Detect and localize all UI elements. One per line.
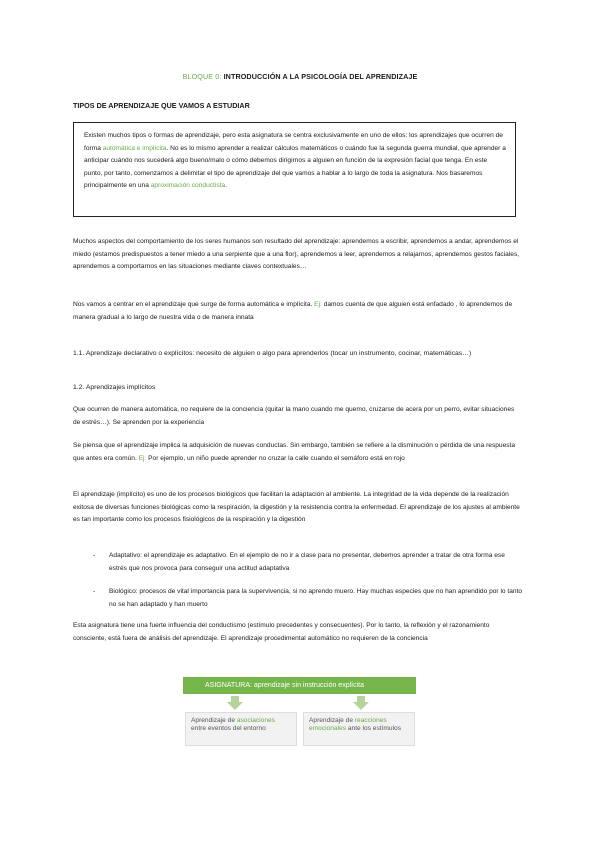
paragraph-implicit-text: Que ocurren de manera automática, no requiere de la conciencia (quitar la mano cuando me quemo, cruzarse de acera por un perro, evitar situaciones de estrés…). Se aprenden por la experiencia (73, 406, 515, 426)
card-right-text-2: ante los estímulos (346, 725, 402, 732)
card-left-text-1: Aprendizaje de (191, 717, 237, 724)
paragraph-acquisition (73, 440, 523, 465)
paragraph-focus (73, 299, 523, 324)
intro-text-2: . No es lo mismo aprender a realizar cálculos matemáticos o cuándo fue la segunda guerra mundial, que aprender a anticipar cuándo nos sucederá algo bueno/malo o cómo debemos dirigirnos a alguien en función de la expresión facial que tenga. En este punto, por tanto, comenzamos a delimitar el tipo de aprendizaje del que vamos a hablar a lo largo de toda la asignatura. Nos basaremos principalmente en una (84, 144, 506, 190)
paragraph-acquisition-text (73, 440, 523, 465)
bullet-adaptive-text: Adaptativo: el aprendizaje es adaptativo. En el ejemplo de no ir a clase para no presentar, debemos aprender a tratar de otra forma ese estrés que nos provoca para conseguir una actitud adaptativa (109, 552, 505, 572)
card-right-text-1: Aprendizaje de (309, 717, 355, 724)
intro-paragraph (84, 130, 507, 193)
paragraph-conductism (73, 620, 523, 645)
acquisition-text-2: Por ejemplo, un niño puede aprender no cruzar la calle cuando el semáforo está en rojo (146, 454, 405, 462)
bullet-biological (93, 586, 523, 611)
intro-text-1: Existen muchos tipos o formas de aprendizaje, pero esta asignatura se centra exclusivamente en uno de ellos: los aprendizajes que ocurren de forma (84, 132, 503, 152)
card-right-accent: reacciones emocionales (309, 717, 387, 732)
heading-1-2 (73, 382, 523, 395)
acquisition-example-label: Ej: (138, 454, 147, 462)
learning-diagram (183, 677, 416, 767)
paragraph-focus-text (73, 299, 523, 324)
diagram-card-associations (185, 712, 297, 746)
intro-accent-1: automática e implícita (102, 144, 167, 152)
focus-example-label: Ej: (314, 301, 322, 308)
intro-box (73, 122, 516, 217)
acquisition-text-1: Se piensa que el aprendizaje implica la adquisición de nuevas conductas. Sin embargo, también se refiere a la disminución o pérdida de una respuesta que antes era común. (73, 442, 516, 462)
paragraph-biological (73, 489, 523, 527)
card-left-accent: asociaciones (236, 717, 275, 724)
diagram-card-emotions (303, 712, 415, 746)
focus-text-1: Nos vamos a centrar en el aprendizaje que surge de forma automática e implícita. (73, 301, 315, 308)
paragraph-aspects-text: Muchos aspectos del comportamiento de los seres humanos son resultado del aprendizaje: aprendemos a escribir, aprendemos a andar, aprendemos el miedo (estamos predispuestos a tener miedo a una serpiente que a una flor), aprendemos a leer, aprendemos a relajarnos, aprendemos gestos faciales, aprendemos a comportarnos en las situaciones mediante claves contextuales… (73, 238, 520, 271)
paragraph-conductism-text: Esta asignatura tiene una fuerte influencia del conductismo (estímulo precedentes y consecuentes). Por lo tanto, la reflexión y el razonamiento consciente, está fuera de análisis del aprendizaje. El aprendizaje procedimental automático no requieren de la conciencia (73, 622, 490, 642)
card-left-text-2: entre eventos del entorno (191, 725, 266, 732)
bullet-adaptive (93, 550, 523, 575)
paragraph-implicit (73, 404, 523, 429)
heading-1-2-text: 1.2. Aprendizajes implícitos (73, 384, 156, 391)
page-title (0, 72, 600, 81)
paragraph-aspects (73, 236, 523, 274)
paragraph-biological-text: El aprendizaje (implícito) es uno de los procesos biológicos que facilitan la adaptación al ambiente. La integridad de la vida depende de la realización exitosa de diversas funciones biológicas como la respiración, la digestión y la resistencia contra la enfermedad. El aprendizaje de los ajustes al ambiente es tan importante como los procesos fisiológicos de la respiración y la digestión (73, 491, 520, 524)
heading-1-1-text: 1.1. Aprendizaje declarativo o explícitos: necesito de alguien o algo para aprenderlos (tocar un instrumento, cocinar, matemáticas…) (73, 350, 472, 357)
title-text: INTRODUCCIÓN A LA PSICOLOGÍA DEL APRENDIZAJE (223, 72, 418, 81)
intro-text-3: . (225, 182, 227, 190)
heading-1-1 (73, 348, 523, 361)
title-prefix: BLOQUE 0 (182, 72, 220, 81)
bullet-dash: - (93, 552, 96, 559)
bullet-dash: - (93, 588, 96, 595)
bullet-biological-text: Biológico: procesos de vital importancia para la supervivencia, si no aprendo muero. Hay muchas especies que no han aprendido por lo tanto no se han adaptado y han muerto (109, 588, 523, 608)
focus-text-2: damos cuenta de que alguien está enfadado , lo aprendemos de manera gradual a lo largo de nuestra vida o de manera innata (73, 301, 513, 321)
section-subtitle: TIPOS DE APRENDIZAJE QUE VAMOS A ESTUDIAR (73, 101, 250, 110)
intro-accent-2: aproximación conductista (150, 182, 226, 190)
title-separator: : (219, 72, 224, 81)
diagram-header-bar: ASIGNATURA: aprendizaje sin instrucción explícita (183, 677, 416, 694)
